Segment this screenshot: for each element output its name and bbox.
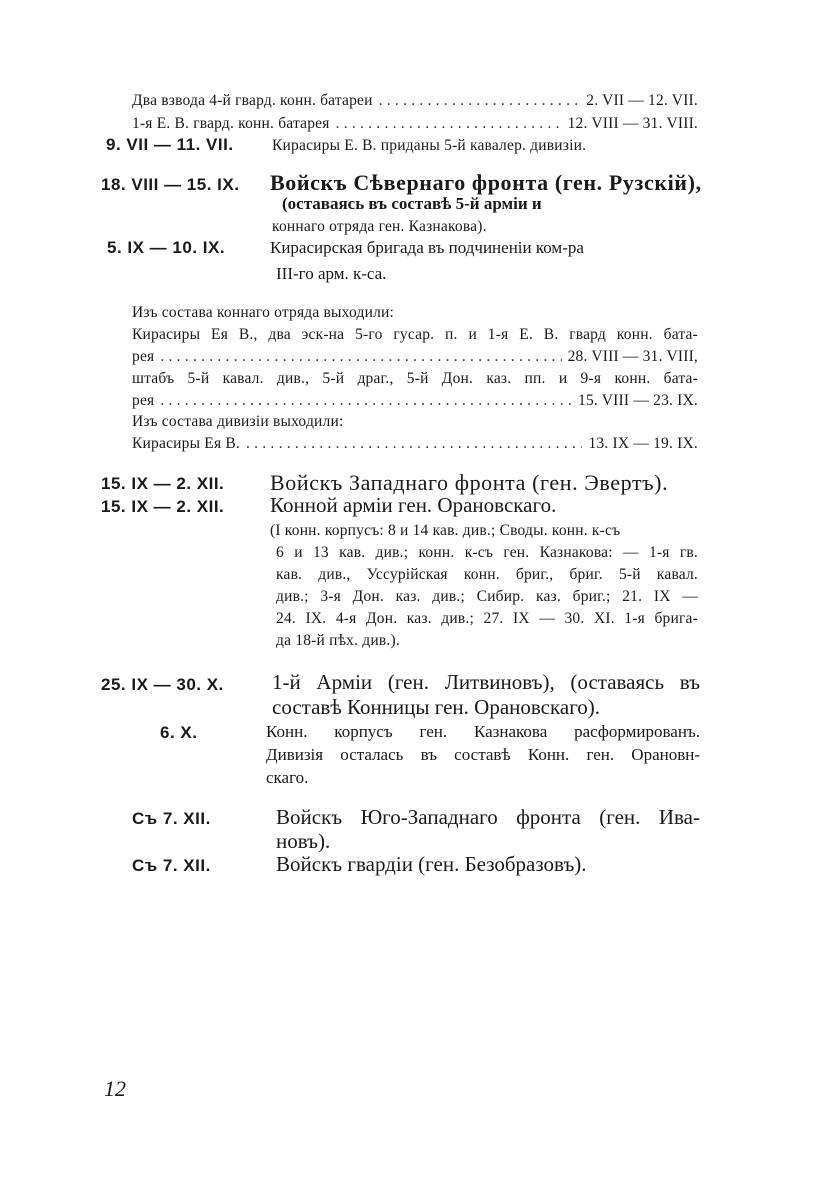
date-label: 9. VII — 11. VII. [106, 135, 234, 154]
entry-two-platoons [132, 92, 698, 110]
entry-text: штабъ 5-й кавал. див., 5-й драг., 5-й Дон. каз. пп. и 9-я конн. бата- [132, 370, 698, 387]
entry-text: Дивизія осталась въ составѣ Конн. ген. Орановн- [266, 745, 700, 764]
date-label: Съ 7. XII. [132, 809, 211, 828]
entry-date: 13. IX — 19. IX. [588, 435, 698, 452]
detail-line: кав. див., Уссурійская конн. бриг., бриг. 5-й кавал. [276, 566, 698, 583]
section-heading: составѣ Конницы ген. Орановскаго). [272, 695, 601, 719]
detail-line: див.; 3-я Дон. каз. див.; Сибир. каз. бриг.; 21. IX — [276, 588, 698, 605]
subheading: Изъ состава коннаго отряда выходили: [132, 304, 395, 321]
date-label: Съ 7. XII. [132, 856, 211, 875]
entry-text: рея [132, 348, 155, 365]
entry-text: Два взвода 4-й гвард. конн. батареи [132, 92, 373, 109]
detail-line: (I конн. корпусъ: 8 и 14 кав. див.; Своды. конн. к-съ [270, 522, 621, 539]
section-heading: Войскъ Западнаго фронта (ген. Эвертъ). [270, 470, 669, 495]
date-label: 15. IX — 2. XII. [101, 474, 225, 493]
entry-line [132, 348, 698, 366]
section-note: (оставаясь въ составѣ 5-й арміи и [282, 194, 542, 213]
entry-text: Кирасиры Ея В., два эск-на 5-го гусар. п. и 1-я Е. В. гвард конн. бата- [132, 326, 698, 343]
entry-text: Кирасиры Ея В. [132, 435, 240, 452]
section-heading: Конной арміи ген. Орановскаго. [270, 493, 557, 517]
entry-date: 2. VII — 12. VII. [586, 92, 698, 109]
entry-date: 15. VIII — 23. IX. [578, 392, 698, 409]
dot-leader [246, 435, 582, 453]
entry-text: Кирасирская бригада въ подчиненіи ком-ра [270, 238, 584, 257]
dot-leader [160, 392, 572, 410]
subheading: Изъ состава дивизіи выходили: [132, 413, 344, 430]
entry-line [132, 435, 698, 453]
section-note: коннаго отряда ген. Казнакова). [272, 218, 487, 235]
detail-line: 6 и 13 кав. див.; конн. к-съ ген. Казнакова: — 1-я гв. [276, 544, 698, 561]
entry-date: 28. VIII — 31. VIII, [567, 348, 698, 365]
section-heading: Войскъ Юго-Западнаго фронта (ген. Ива- [276, 805, 700, 829]
entry-text: скаго. [266, 768, 309, 787]
date-label: 15. IX — 2. XII. [101, 497, 225, 516]
section-heading: 1-й Арміи (ген. Литвиновъ), (оставаясь въ [272, 670, 700, 694]
date-label: 5. IX — 10. IX. [107, 238, 226, 257]
entry-text: III-го арм. к-са. [276, 264, 387, 283]
section-heading: Войскъ гвардіи (ген. Безобразовъ). [276, 852, 587, 876]
detail-line: 24. IX. 4-я Дон. каз. див.; 27. IX — 30. XI. 1-я брига- [276, 610, 698, 627]
entry-text: 1-я Е. В. гвард. конн. батарея [132, 115, 330, 132]
dot-leader [160, 348, 561, 366]
page-number: 12 [104, 1076, 126, 1101]
date-label: 18. VIII — 15. IX. [101, 175, 240, 194]
entry-guard-battery [132, 115, 698, 133]
entry-line [132, 392, 698, 410]
dot-leader [336, 115, 562, 133]
dot-leader [379, 92, 581, 110]
date-label: 6. X. [160, 723, 198, 742]
detail-line: да 18-й пѣх. див.). [276, 632, 400, 649]
entry-text: Кирасиры Е. В. приданы 5-й кавалер. дивизіи. [272, 137, 587, 154]
date-label: 25. IX — 30. X. [101, 675, 224, 694]
section-heading: Войскъ Сѣвернаго фронта (ген. Рузскій), [270, 170, 702, 195]
section-heading: новъ). [276, 829, 331, 853]
entry-date: 12. VIII — 31. VIII. [567, 115, 698, 132]
entry-text: рея [132, 392, 155, 409]
entry-text: Конн. корпусъ ген. Казнакова расформированъ. [266, 722, 700, 741]
